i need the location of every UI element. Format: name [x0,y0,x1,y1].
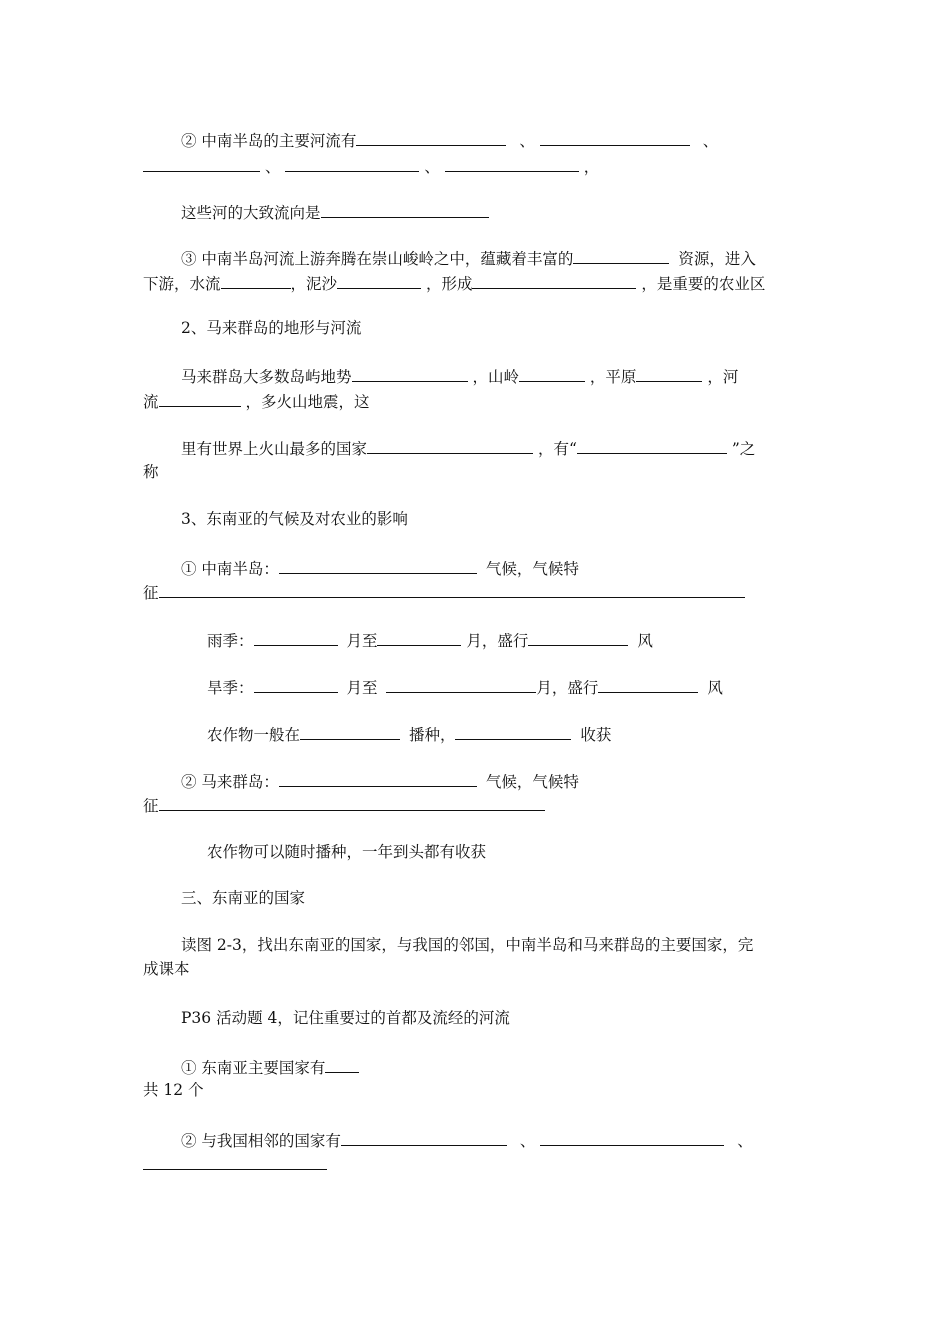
malay-terrain-line-1 [181,364,738,386]
volcano-line-2: 称 [143,463,159,481]
malay-climate-line-2 [143,793,545,815]
read-instruction-line-1: 读图 2-3，找出东南亚的国家，与我国的邻国，中南半岛和马来群岛的主要国家，完 [181,936,754,954]
sep: 、 [519,132,535,150]
blank-sediment[interactable] [337,271,421,289]
blank-river-4[interactable] [285,154,419,172]
blank-dry-end[interactable] [386,675,536,693]
climate-text: 气候，气候特 [485,773,579,791]
blank-main-countries[interactable] [325,1055,359,1073]
read-instruction-line-3: P36 活动题 4，记住重要过的首都及流经的河流 [181,1009,510,1027]
blank-flow-direction[interactable] [321,200,489,218]
blank-flow-speed[interactable] [221,271,291,289]
indochina-climate-line-1 [181,556,579,578]
blank-volcano-country[interactable] [367,436,533,454]
blank-harvest-time[interactable] [455,722,571,740]
circle3-text-b: 资源，进入 [678,250,756,268]
malay-crop-note: 农作物可以随时播种，一年到头都有收获 [207,843,487,861]
volcano-text-c: ”之 [731,440,756,458]
crop-text-a: 农作物一般在 [207,726,301,744]
countries-text-a: ① 东南亚主要国家有 [181,1059,326,1077]
malay-text-c: ，平原 [589,368,637,386]
sep: ， [583,158,600,176]
read-instruction-line-2: 成课本 [143,960,190,978]
malay-text-f: ，多火山地震，这 [245,393,370,411]
crop-text-c: 收获 [580,726,612,744]
section-3-heading: 3、东南亚的气候及对农业的影响 [181,510,408,528]
month-prevail: 月，盛行 [536,679,599,697]
blank-river-2[interactable] [540,128,690,146]
malay-text-d: ，河 [707,368,739,386]
flow-direction-line [181,200,489,222]
wind-text: 风 [707,679,723,697]
sep: 、 [519,1132,536,1150]
neighbors-text-a: ② 与我国相邻的国家有 [181,1132,341,1150]
indochina-climate-label: ① 中南半岛： [181,560,279,578]
blank-river-3[interactable] [143,154,260,172]
rainy-label: 雨季： [207,632,254,650]
section-2-heading: 2、马来群岛的地形与河流 [181,319,362,337]
circle3-text-e: ，形成 [425,275,473,293]
blank-resource[interactable] [573,246,669,264]
wind-text: 风 [637,632,653,650]
circle3-text-a: ③ 中南半岛河流上游奔腾在崇山峻岭之中，蕴藏着丰富的 [181,250,574,268]
blank-indochina-climate[interactable] [279,556,477,574]
circle3-text-c: 下游，水流 [143,275,221,293]
blank-rivers[interactable] [159,389,241,407]
blank-neighbor-1[interactable] [341,1128,507,1146]
blank-malay-climate[interactable] [279,769,477,787]
circle3-line-2 [143,271,765,293]
month-prevail: 月，盛行 [466,632,529,650]
blank-dry-start[interactable] [254,675,338,693]
dry-label: 旱季： [207,679,254,697]
volcano-text-a: 里有世界上火山最多的国家 [181,440,368,458]
circle3-text-f: ，是重要的农业区 [641,275,766,293]
rainy-season-line [207,628,653,650]
malay-text-a: 马来群岛大多数岛屿地势 [181,368,352,386]
flow-label: 这些河的大致流向是 [181,204,321,222]
blank-sowing-time[interactable] [300,722,400,740]
blank-malay-features[interactable] [159,793,545,811]
rivers-line-1 [181,128,718,150]
malay-climate-label: ② 马来群岛： [181,773,279,791]
blank-terrain[interactable] [352,364,468,382]
crop-line [207,722,611,744]
malay-text-e: 流 [143,393,159,411]
blank-indochina-features[interactable] [159,580,745,598]
climate-text: 气候，气候特 [485,560,579,578]
rivers-prompt: ② 中南半岛的主要河流有 [181,132,357,150]
zheng-text: 征 [143,797,159,815]
zheng-text: 征 [143,584,159,602]
blank-rainy-wind[interactable] [528,628,628,646]
circle3-text-d: ，泥沙 [290,275,338,293]
blank-mountains[interactable] [519,364,585,382]
blank-rainy-end[interactable] [377,628,461,646]
countries-line-1 [181,1055,359,1077]
circle3-line-1 [181,246,756,268]
malay-terrain-line-2 [143,389,369,411]
blank-formation[interactable] [472,271,636,289]
rivers-line-2 [143,154,599,176]
neighbors-line-2 [143,1152,327,1174]
dry-season-line [207,675,723,697]
sep: 、 [702,132,719,150]
blank-river-1[interactable] [356,128,506,146]
volcano-text-b: ，有“ [537,440,577,458]
sep: 、 [424,158,440,176]
month-to: 月至 [346,632,378,650]
indochina-climate-line-2 [143,580,745,602]
section-countries-heading: 三、东南亚的国家 [181,889,306,907]
blank-plains[interactable] [636,364,702,382]
volcano-line-1 [181,436,755,458]
blank-dry-wind[interactable] [598,675,698,693]
malay-climate-line-1 [181,769,579,791]
blank-river-5[interactable] [445,154,579,172]
blank-neighbor-3[interactable] [143,1152,327,1170]
crop-text-b: 播种， [408,726,456,744]
malay-text-b: ，山岭 [472,368,519,386]
neighbors-line-1 [181,1128,753,1150]
month-to: 月至 [346,679,378,697]
sep: 、 [737,1132,753,1150]
blank-neighbor-2[interactable] [540,1128,724,1146]
sep: 、 [264,158,281,176]
blank-nickname[interactable] [577,436,727,454]
blank-rainy-start[interactable] [254,628,338,646]
countries-line-2: 共 12 个 [143,1081,204,1099]
